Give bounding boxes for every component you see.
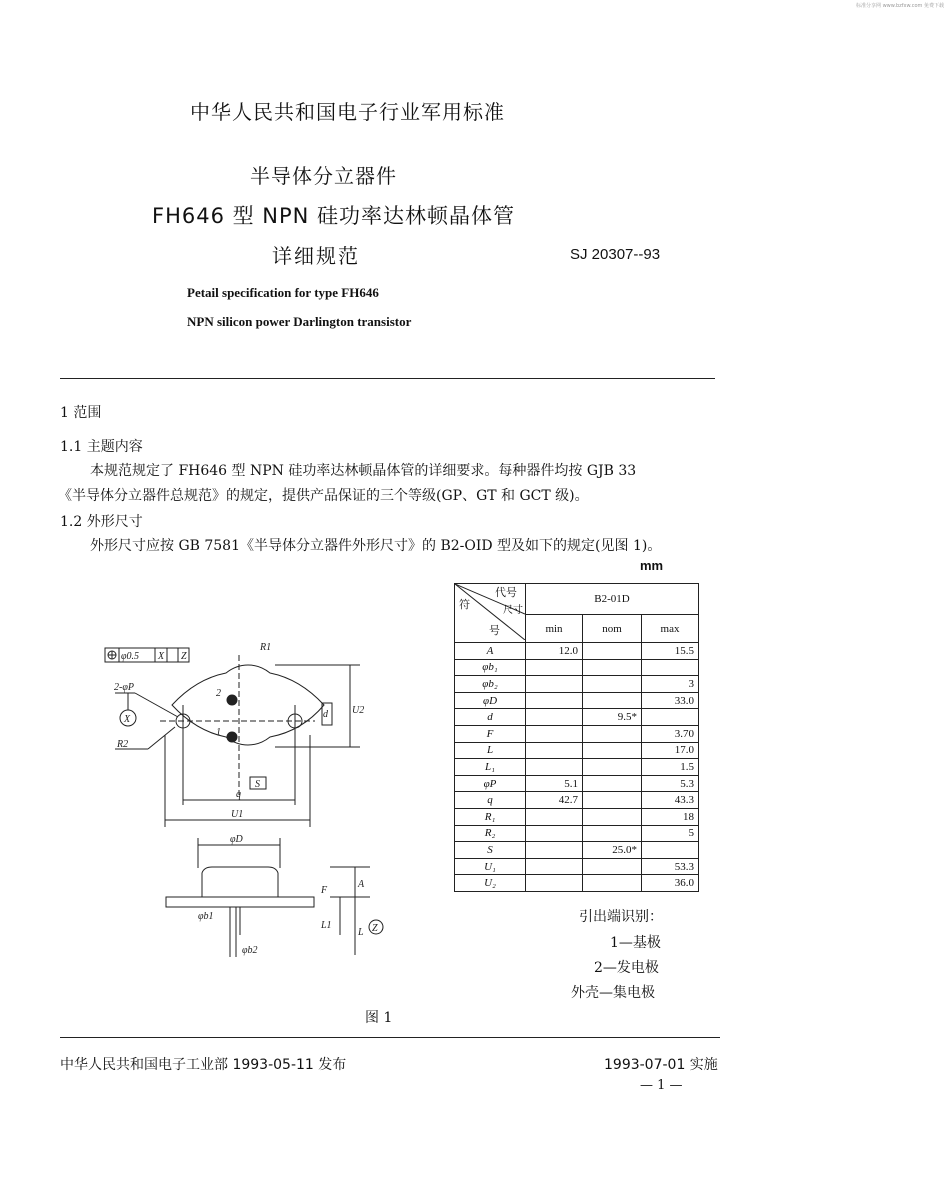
doc-title-line2: FH646 型 NPN 硅功率达林顿晶体管 bbox=[152, 204, 516, 228]
section-1-1-text-line1: 本规范规定了 FH646 型 NPN 硅功率达林顿晶体管的详细要求。每种器件均按 GJB 33 bbox=[90, 463, 637, 479]
table-row bbox=[455, 709, 699, 726]
table-row bbox=[455, 676, 699, 693]
footer-effective: 1993-07-01 实施 bbox=[604, 1057, 718, 1073]
cell-max: 43.3 bbox=[642, 792, 699, 809]
u2-label: U2 bbox=[352, 705, 365, 716]
cell-min bbox=[526, 858, 583, 875]
cell-min bbox=[526, 842, 583, 859]
cell-sym: φP bbox=[455, 775, 526, 792]
datum-x-ref: X bbox=[158, 651, 165, 662]
a-label: A bbox=[358, 879, 365, 890]
f-label: F bbox=[321, 885, 328, 896]
table-row bbox=[455, 742, 699, 759]
corner-size: 尺寸 bbox=[503, 605, 523, 616]
cell-max: 36.0 bbox=[642, 875, 699, 892]
package-outline bbox=[172, 665, 324, 745]
cell-max: 1.5 bbox=[642, 759, 699, 776]
l-label: L bbox=[358, 927, 364, 938]
tolerance-value: φ0.5 bbox=[121, 651, 140, 662]
footer-publisher: 中华人民共和国电子工业部 1993-05-11 发布 bbox=[60, 1057, 347, 1073]
col-min: min bbox=[526, 615, 583, 643]
s-label: S bbox=[255, 779, 260, 790]
cell-sym: φb₁ bbox=[455, 659, 526, 676]
outline-drawing bbox=[100, 635, 400, 965]
english-title-line2: NPN silicon power Darlington transistor bbox=[187, 314, 412, 329]
cell-max: 53.3 bbox=[642, 858, 699, 875]
header-divider bbox=[60, 378, 715, 379]
cell-max: 17.0 bbox=[642, 742, 699, 759]
cell-nom bbox=[583, 825, 642, 842]
side-body bbox=[202, 867, 278, 897]
col-max: max bbox=[642, 615, 699, 643]
cell-sym: A bbox=[455, 643, 526, 660]
cell-min: 42.7 bbox=[526, 792, 583, 809]
cell-nom: 25.0* bbox=[583, 842, 642, 859]
section-1-2-text: 外形尺寸应按 GB 7581《半导体分立器件外形尺寸》的 B2-OID 型及如下的规定(见图 1)。 bbox=[90, 538, 662, 554]
page-number: — 1 — bbox=[640, 1078, 683, 1093]
side-flange bbox=[166, 897, 314, 907]
cell-nom bbox=[583, 858, 642, 875]
cell-nom: 9.5* bbox=[583, 709, 642, 726]
table-row bbox=[455, 659, 699, 676]
cell-min bbox=[526, 825, 583, 842]
table-row bbox=[455, 825, 699, 842]
cell-max bbox=[642, 659, 699, 676]
pin-hole-label: 2-φP bbox=[114, 682, 134, 693]
section-1-1-heading: 1.1 主题内容 bbox=[60, 439, 143, 455]
cell-nom bbox=[583, 792, 642, 809]
cell-nom bbox=[583, 643, 642, 660]
cell-max: 5.3 bbox=[642, 775, 699, 792]
footer-divider bbox=[60, 1037, 720, 1038]
datum-x-symbol: X bbox=[124, 714, 131, 725]
cell-sym: L bbox=[455, 742, 526, 759]
pin2-label: 2 bbox=[216, 688, 221, 699]
pin1-label: 1 bbox=[216, 727, 221, 738]
cell-sym: U₁ bbox=[455, 858, 526, 875]
table-corner-cell bbox=[455, 584, 526, 643]
table-unit: mm bbox=[640, 558, 664, 573]
corner-watermark: 标准分享网 www.bzfxw.com 免费下载 bbox=[856, 3, 944, 9]
cell-min bbox=[526, 692, 583, 709]
r2-label: R2 bbox=[117, 739, 129, 750]
cell-max bbox=[642, 842, 699, 859]
cell-min bbox=[526, 875, 583, 892]
cell-sym: S bbox=[455, 842, 526, 859]
section-1-heading: 1 范围 bbox=[60, 405, 102, 421]
cell-sym: U₂ bbox=[455, 875, 526, 892]
pinout-case: 外壳—集电极 bbox=[571, 985, 655, 1001]
organization-title: 中华人民共和国电子行业军用标准 bbox=[190, 100, 505, 124]
table-row bbox=[455, 842, 699, 859]
cell-sym: F bbox=[455, 725, 526, 742]
table-row bbox=[455, 759, 699, 776]
cell-nom bbox=[583, 875, 642, 892]
pinout-pin1: 1—基极 bbox=[610, 935, 661, 951]
package-header: B2-01D bbox=[526, 584, 699, 615]
table-row bbox=[455, 875, 699, 892]
cell-max: 18 bbox=[642, 808, 699, 825]
standard-code: SJ 20307--93 bbox=[570, 246, 661, 263]
cell-min: 12.0 bbox=[526, 643, 583, 660]
cell-min bbox=[526, 808, 583, 825]
table-row bbox=[455, 692, 699, 709]
cell-sym: R₂ bbox=[455, 825, 526, 842]
q-label: q bbox=[236, 789, 241, 800]
corner-code: 代号 bbox=[495, 587, 517, 599]
cell-sym: L₁ bbox=[455, 759, 526, 776]
cell-nom bbox=[583, 742, 642, 759]
col-nom: nom bbox=[583, 615, 642, 643]
cell-min: 5.1 bbox=[526, 775, 583, 792]
datum-z-ref: Z bbox=[181, 651, 187, 662]
cell-max: 33.0 bbox=[642, 692, 699, 709]
section-1-1-text-line2: 《半导体分立器件总规范》的规定，提供产品保证的三个等级(GP、GT 和 GCT 级)。 bbox=[58, 488, 589, 504]
cell-max: 5 bbox=[642, 825, 699, 842]
cell-sym: R₁ bbox=[455, 808, 526, 825]
table-row bbox=[455, 643, 699, 660]
cell-nom bbox=[583, 659, 642, 676]
table-row bbox=[455, 808, 699, 825]
section-1-2-heading: 1.2 外形尺寸 bbox=[60, 514, 143, 530]
cell-max: 3.70 bbox=[642, 725, 699, 742]
cell-min bbox=[526, 759, 583, 776]
cell-nom bbox=[583, 759, 642, 776]
pinout-title: 引出端识别： bbox=[579, 909, 663, 925]
cell-min bbox=[526, 709, 583, 726]
cell-nom bbox=[583, 676, 642, 693]
cell-sym: φD bbox=[455, 692, 526, 709]
cell-nom bbox=[583, 808, 642, 825]
phiD-label: φD bbox=[230, 834, 243, 845]
cell-max: 3 bbox=[642, 676, 699, 693]
cell-max: 15.5 bbox=[642, 643, 699, 660]
tolerance-frame bbox=[105, 648, 189, 662]
phib1-label: φb1 bbox=[198, 911, 214, 922]
figure-caption: 图 1 bbox=[365, 1010, 393, 1026]
doc-title-line3: 详细规范 bbox=[272, 244, 360, 268]
cell-sym: d bbox=[455, 709, 526, 726]
table-row bbox=[455, 775, 699, 792]
cell-nom bbox=[583, 775, 642, 792]
cell-nom bbox=[583, 725, 642, 742]
cell-min bbox=[526, 676, 583, 693]
cell-nom bbox=[583, 692, 642, 709]
cell-min bbox=[526, 725, 583, 742]
pinout-pin2: 2—发电极 bbox=[594, 960, 659, 976]
phib2-label: φb2 bbox=[242, 945, 258, 956]
cell-sym: q bbox=[455, 792, 526, 809]
table-row bbox=[455, 792, 699, 809]
u1-label: U1 bbox=[231, 809, 244, 820]
corner-hao: 号 bbox=[489, 625, 500, 637]
table-row bbox=[455, 858, 699, 875]
d-label: d bbox=[323, 709, 328, 720]
dimension-table bbox=[454, 583, 699, 892]
corner-symbol: 符 bbox=[459, 599, 470, 611]
r1-label: R1 bbox=[260, 642, 272, 653]
table-row bbox=[455, 725, 699, 742]
english-title-line1: Petail specification for type FH646 bbox=[187, 285, 379, 300]
cell-min bbox=[526, 659, 583, 676]
cell-max bbox=[642, 709, 699, 726]
datum-z-symbol: Z bbox=[372, 923, 378, 934]
doc-title-line1: 半导体分立器件 bbox=[250, 164, 397, 188]
l1-label: L1 bbox=[321, 920, 332, 931]
cell-sym: φb₂ bbox=[455, 676, 526, 693]
cell-min bbox=[526, 742, 583, 759]
